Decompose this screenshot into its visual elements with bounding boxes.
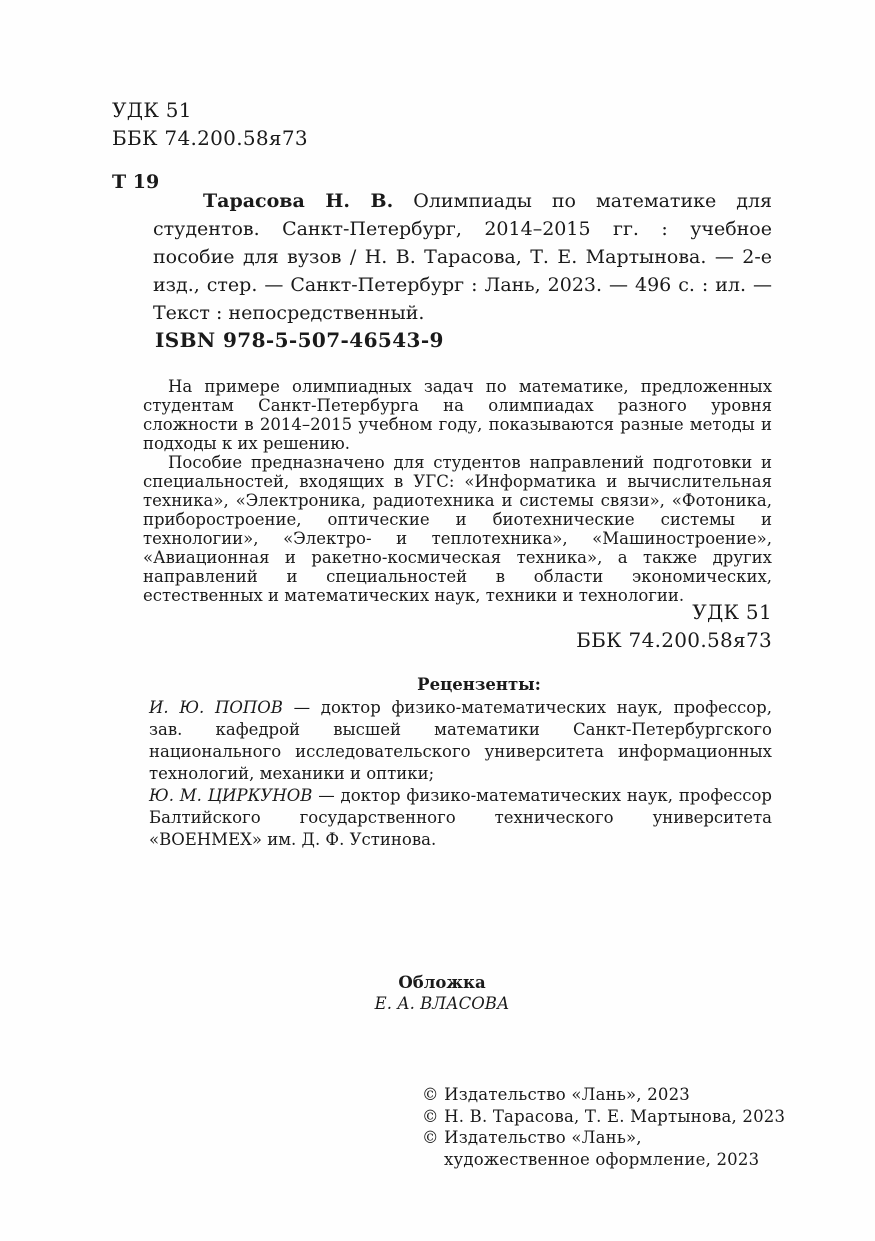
bbk-code-right: ББК 74.200.58я73	[576, 628, 772, 652]
udk-code-top: УДК 51	[112, 98, 192, 122]
reviewer-name: И. Ю. ПОПОВ	[149, 698, 283, 717]
bib-entry-code: Т 19	[112, 171, 160, 193]
annotation	[143, 377, 772, 605]
annotation-paragraph-2: Пособие предназначено для студентов направлений подготовки и специальностей, входящих в УГС: «Информатика и вычислительная техника», «Электроника, радиотехника и системы связи», «Фотоника, приборостроение, оптические и биотехнические системы и технологии», «Электро- и теплотехника», «Машиностроение», «Авиационная и ракетно-космическая техника», а также других направлений и специальностей в области экономических, естественных и математических наук, техники и технологии.	[143, 453, 772, 605]
reviewer-item	[149, 785, 772, 851]
copyright-block	[422, 1084, 785, 1170]
reviewers	[149, 697, 772, 851]
reviewer-name: Ю. М. ЦИРКУНОВ	[149, 786, 313, 805]
copyright-line: © Издательство «Лань», 2023	[422, 1085, 690, 1104]
reviewer-description: — доктор физико-математических наук, профессор, зав. кафедрой высшей математики Санкт-Петербургского национального исследовательского университета информационных технологий, механики и оптики;	[149, 698, 772, 783]
reviewer-item	[149, 697, 772, 785]
bibliographic-entry	[112, 168, 772, 346]
bib-entry-description: Олимпиады по математике для студентов. Санкт-Петербург, 2014–2015 гг. : учебное пособие для вузов / Н. В. Тарасова, Т. Е. Мартынова. — 2-е изд., стер. — Санкт-Петербург : Лань, 2023. — 496 с. : ил. — Текст : непосредственный.	[153, 190, 772, 324]
cover-label: Обложка	[398, 973, 486, 992]
bib-entry-author: Тарасова Н. В.	[203, 190, 394, 212]
cover-designer-name: Е. А. ВЛАСОВА	[374, 994, 510, 1013]
udk-code-right: УДК 51	[692, 600, 772, 624]
bbk-code-top: ББК 74.200.58я73	[112, 126, 308, 150]
isbn: ISBN 978-5-507-46543-9	[155, 328, 444, 352]
copyright-line: художественное оформление, 2023	[444, 1149, 760, 1169]
copyright-line: © Н. В. Тарасова, Т. Е. Мартынова, 2023	[422, 1106, 786, 1126]
copyright-line: © Издательство «Лань»,	[422, 1128, 642, 1147]
cover-credit	[112, 972, 772, 1014]
annotation-paragraph-1: На примере олимпиадных задач по математике, предложенных студентам Санкт-Петербурга на олимпиадах разного уровня сложности в 2014–2015 учебном году, показываются разные методы и подходы к их решению.	[143, 377, 772, 453]
bib-entry-text	[153, 187, 772, 327]
reviewers-heading: Рецензенты:	[417, 675, 541, 694]
classification-codes-right	[576, 598, 772, 654]
classification-codes-top	[112, 96, 308, 152]
reviewer-description: — доктор физико-математических наук, профессор Балтийского государственного технического университета «ВОЕНМЕХ» им. Д. Ф. Устинова.	[149, 786, 772, 849]
